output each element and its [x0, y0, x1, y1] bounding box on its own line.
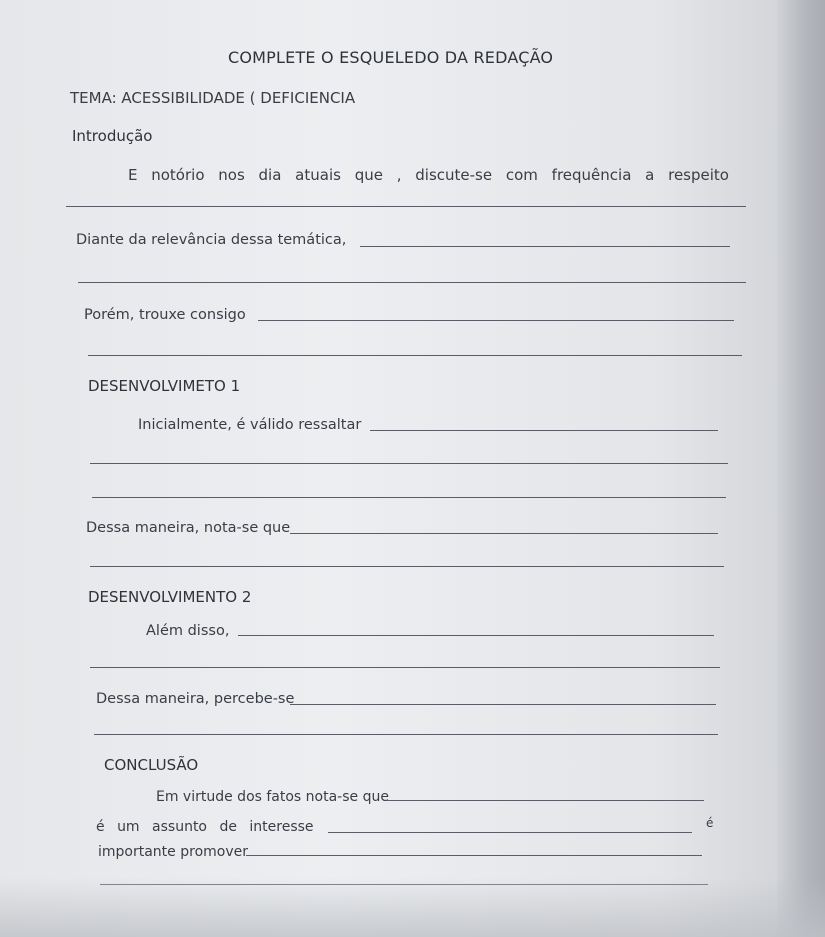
blank-line: [370, 430, 718, 431]
blank-line: [90, 566, 724, 567]
intro-line-2: Diante da relevância dessa temática,: [76, 232, 347, 248]
blank-line: [78, 282, 746, 283]
intro-heading: Introdução: [72, 127, 153, 145]
conclusion-line-2: é um assunto de interesse: [96, 819, 314, 835]
development-1-heading: DESENVOLVIMETO 1: [88, 377, 241, 395]
blank-line: [92, 497, 726, 498]
conclusion-line-2-tail: é: [706, 816, 714, 830]
intro-line-1: E notório nos dia atuais que , discute-se com frequência a respeito: [128, 166, 729, 184]
blank-line: [328, 832, 692, 833]
development-1-line-1: Inicialmente, é válido ressaltar: [138, 417, 362, 433]
development-2-heading: DESENVOLVIMENTO 2: [88, 588, 252, 606]
blank-line: [88, 355, 742, 356]
development-2-line-2: Dessa maneira, percebe-se: [96, 691, 295, 707]
blank-line: [386, 800, 704, 801]
document-title: COMPLETE O ESQUELEDO DA REDAÇÃO: [228, 48, 554, 67]
conclusion-line-1: Em virtude dos fatos nota-se que: [156, 789, 389, 805]
screen-glare: [0, 877, 825, 937]
blank-line: [90, 463, 728, 464]
development-2-line-1: Além disso,: [146, 623, 230, 639]
blank-line: [66, 206, 746, 207]
blank-line: [290, 533, 718, 534]
blank-line: [360, 246, 730, 247]
intro-line-3: Porém, trouxe consigo: [84, 307, 246, 323]
essay-theme: TEMA: ACESSIBILIDADE ( DEFICIENCIA: [70, 89, 356, 107]
blank-line: [258, 320, 734, 321]
conclusion-line-3: importante promover: [98, 844, 248, 860]
blank-line: [90, 667, 720, 668]
blank-line: [290, 704, 716, 705]
development-1-line-2: Dessa maneira, nota-se que: [86, 520, 291, 536]
blank-line: [246, 855, 702, 856]
blank-line: [238, 635, 714, 636]
blank-line: [94, 734, 718, 735]
conclusion-heading: CONCLUSÃO: [104, 756, 199, 774]
